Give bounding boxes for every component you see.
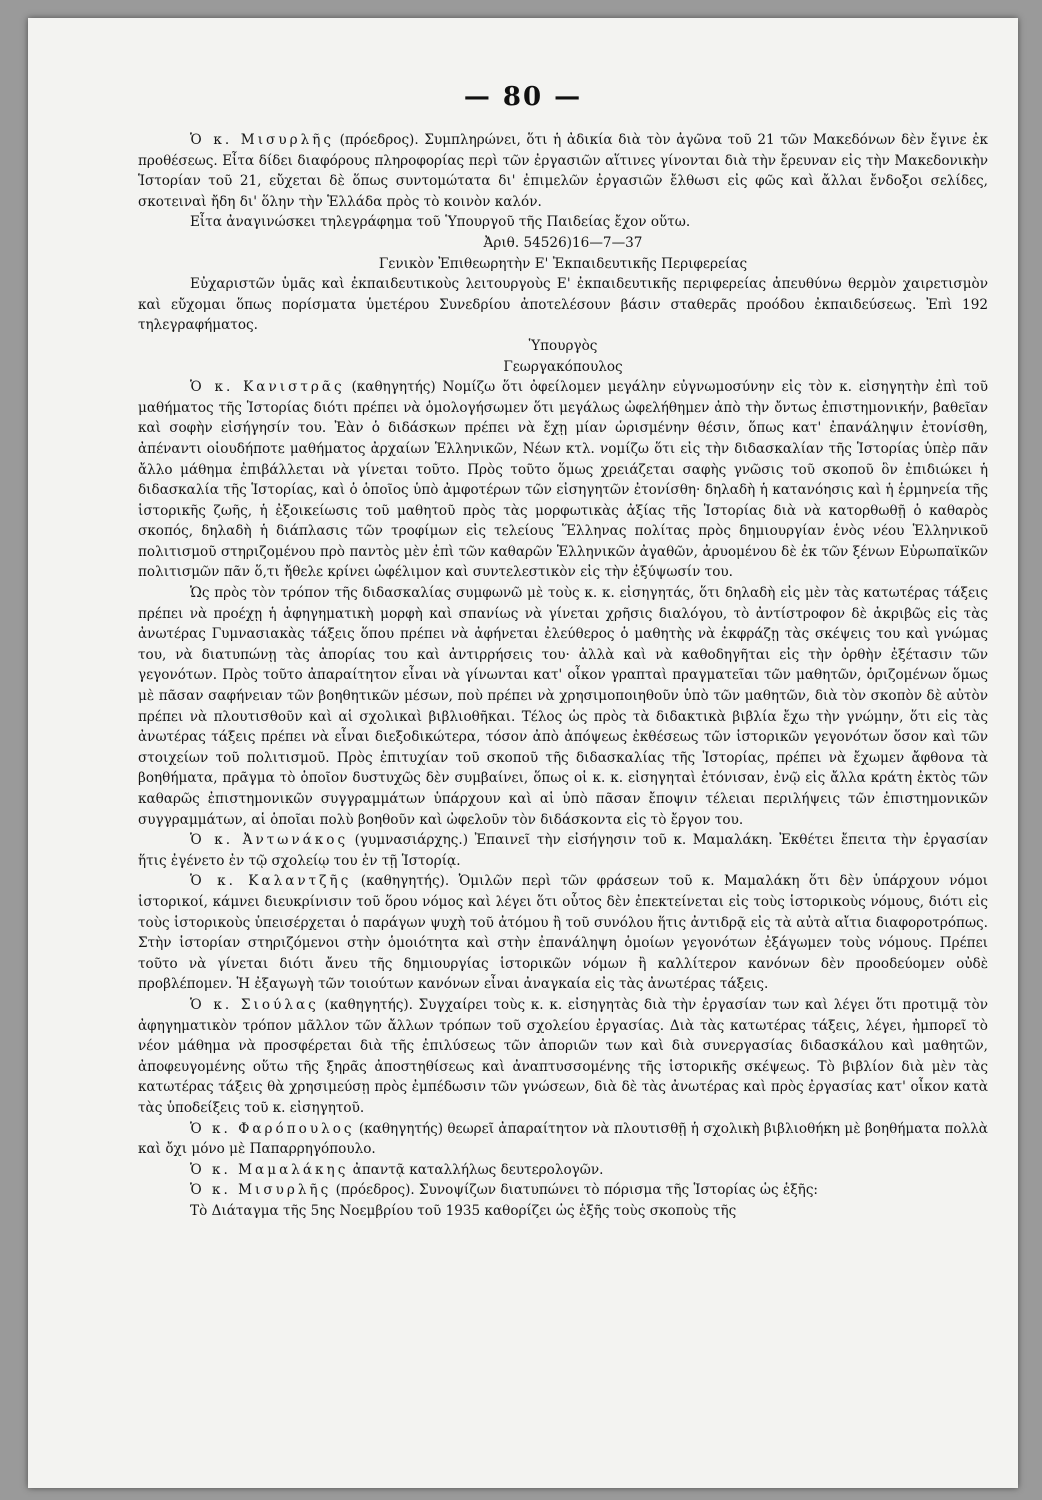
paragraph [138, 830, 988, 871]
paragraph-text: (καθηγητής). Ὁμιλῶν περὶ τῶν φράσεων τοῦ κ. Μαμαλάκη ὅτι δὲν ὑπάρχουν νόμοι ἱστορικοί, κάμνει διευκρίνισιν τοῦ ὅρου νόμος καὶ λέγει ὅτι οὗτος δὲν ἐπεκτείνεται εἰς τοὺς ἱστορικοὺς νόμους, διότι εἰς τοὺς ἱστορικοὺς ὑπεισέρχεται ὁ παράγων ψυχὴ τοῦ ἀτόμου ἢ τοῦ συνόλου ἥτις ἀντιδρᾷ εἰς τὰ αὐτὰ αἴτια διαφοροτρόπως. Στὴν ἱστορίαν στηριζόμενοι στὴν ὁμοιότητα καὶ στὴν ἐπανάληψη ὁμοίων γεγονότων ἐξάγωμεν τοὺς νόμους. Πρέπει τοῦτο νὰ γίνεται διότι ἄνευ τῆς δημιουργίας ἱστορικῶν νόμων ἢ καλλίτερον κανόνων δὲν προοδεύομεν οὐδὲ προβλέπομεν. Ἡ ἐξαγωγὴ τῶν τοιούτων κανόνων εἶναι ἀναγκαία εἰς τὰς ἀνωτέρας τάξεις. [138, 873, 988, 993]
page-number: — 80 — [463, 82, 583, 112]
paragraph [138, 583, 988, 830]
speaker-name: Ὁ κ. Ἀντωνάκος [190, 832, 349, 849]
speaker-name: Ὁ κ. Καλαντζῆς [190, 873, 352, 890]
page-body [138, 130, 988, 1221]
speaker-name: Ὁ κ. Κανιστρᾶς [190, 379, 345, 396]
telegram-recipient: Γενικὸν Ἐπιθεωρητὴν Ε' Ἐκπαιδευτικῆς Περιφερείας [378, 255, 748, 272]
paragraph-text: (πρόεδρος). Συμπληρώνει, ὅτι ἡ ἀδικία διὰ τὸν ἀγῶνα τοῦ 21 τῶν Μακεδόνων δὲν ἔγινε ἐκ προθέσεως. Εἶτα δίδει διαφόρους πληροφορίας περὶ τῶν ἐργασιῶν αἵτινες γίνονται διὰ τὴν ἔρευναν εἰς τὴν Μακεδονικὴν Ἱστορίαν τοῦ 21, εὔχεται δὲ ὅπως συντομώτατα δι' ἐπιμελῶν ἐργασιῶν ἔλθωσι εἰς φῶς καὶ ἄλλαι ἔνδοξοι σελίδες, σκοτειναὶ ἤδη δι' ὅλην τὴν Ἑλλάδα πρὸς τὸ κοινὸν καλόν. [138, 132, 988, 210]
paragraph-text: (πρόεδρος). Συνοψίζων διατυπώνει τὸ πόρισμα τῆς Ἱστορίας ὡς ἑξῆς: [331, 1182, 819, 1199]
paragraph [138, 1180, 988, 1201]
paragraph [138, 377, 988, 583]
paragraph [138, 130, 988, 212]
paragraph-text: (καθηγητής) θεωρεῖ ἀπαραίτητον νὰ πλουτισθῇ ἡ σχολικὴ βιβλιοθήκη μὲ βοηθήματα πολλὰ καὶ ὄχι μόνο μὲ Παπαρρηγόπουλο. [138, 1120, 988, 1158]
paragraph-text: Εἶτα ἀναγινώσκει τηλεγράφημα τοῦ Ὑπουργοῦ τῆς Παιδείας ἔχον οὕτω. [190, 214, 691, 231]
paragraph-text: Ὡς πρὸς τὸν τρόπον τῆς διδασκαλίας συμφωνῶ μὲ τοὺς κ. κ. εἰσηγητάς, ὅτι δηλαδὴ εἰς μὲν τὰς κατωτέρας τάξεις πρέπει νὰ προέχῃ ἡ ἀφηγηματικὴ μορφὴ καὶ σπανίως νὰ γίνεται χρῆσις διαλόγου, τὸ ἀντίστροφον δὲ ἀκριβῶς εἰς τὰς ἀνωτέρας Γυμνασιακὰς τάξεις ὅπου πρέπει νὰ ἀφήνεται ἐλεύθερος ὁ μαθητὴς νὰ ἐκφράζῃ τὰς σκέψεις του καὶ γνώμας του, νὰ διατυπώνῃ τὰς ἀπορίας του καὶ ἀντιρρήσεις του· ἀλλὰ καὶ νὰ καθοδηγῆται εἰς τὴν ὀρθὴν ἐξέτασιν τῶν γεγονότων. Πρὸς τοῦτο ἀπαραίτητον εἶναι νὰ γίνωνται κατ' οἶκον γραπταὶ πραγματεῖαι τῶν μαθητῶν, ὁριζομένων ὅμως μὲ πᾶσαν σαφήνειαν τῶν βοηθητικῶν μέσων, ποὺ πρέπει νὰ χρησιμοποιηθοῦν ὑπὸ τῶν μαθητῶν, διὰ τὸν σκοπὸν δὲ αὐτὸν πρέπει νὰ πλουτισθοῦν καὶ αἱ σχολικαὶ βιβλιοθῆκαι. Τέλος ὡς πρὸς τὰ διδακτικὰ βιβλία ἔχω τὴν γνώμην, ὅτι εἰς τὰς ἀνωτέρας τάξεις πρέπει νὰ εἶναι διεξοδικώτερα, τόσον ἀπὸ ἀπόψεως ἐκθέσεως τῶν ἱστορικῶν γεγονότων ὅσον καὶ τῶν στοιχείων τοῦ πολιτισμοῦ. Πρὸς ἐπιτυχίαν τοῦ σκοποῦ τῆς διδασκαλίας τῆς Ἱστορίας, πρέπει νὰ ἔχωμεν ἄφθονα τὰ βοηθήματα, πρᾶγμα τὸ ὁποῖον δυστυχῶς δὲν συμβαίνει, ὅπως οἱ κ. κ. εἰσηγηταὶ ἐτόνισαν, ἐνῷ εἰς ἄλλα κράτη ἐκτὸς τῶν καθαρῶς ἐπιστημονικῶν συγγραμμάτων ὑπάρχουν καὶ αἱ ὑπὸ πᾶσαν ἔποψιν τέλειαι περιλήψεις τῶν ἐπιστημονικῶν συγγραμμάτων, αἱ ὁποῖαι πολὺ βοηθοῦν καὶ ὠφελοῦν τὸν διδάσκοντα εἰς τὸ ἔργον του. [138, 585, 988, 828]
paragraph-text: Τὸ Διάταγμα τῆς 5ης Νοεμβρίου τοῦ 1935 καθορίζει ὡς ἑξῆς τοὺς σκοποὺς τῆς [190, 1202, 737, 1219]
telegram-number: Ἀριθ. 54526)16—7—37 [483, 234, 643, 251]
paragraph [138, 1119, 988, 1160]
paragraph [138, 212, 988, 233]
speaker-name: Ὁ κ. Μισυρλῆς [190, 1182, 332, 1199]
speaker-name: Ὁ κ. Μισυρλῆς [190, 132, 334, 148]
paragraph [138, 995, 988, 1119]
speaker-name: Ὁ κ. Φαρόπουλος [190, 1120, 355, 1137]
paragraph [138, 1201, 988, 1222]
telegram-signature-title: Ὑπουργὸς [528, 337, 598, 354]
speaker-name: Ὁ κ. Μαμαλάκης [190, 1161, 349, 1178]
paragraph-text: (γυμνασιάρχης.) Ἐπαινεῖ τὴν εἰσήγησιν τοῦ κ. Μαμαλάκη. Ἐκθέτει ἔπειτα τὴν ἐργασίαν ἥτις ἐγένετο ἐν τῷ σχολείῳ του ἐν τῇ Ἱστορίᾳ. [138, 832, 988, 869]
telegram-body: Εὐχαριστῶν ὑμᾶς καὶ ἐκπαιδευτικοὺς λειτουργοὺς Ε' ἐκπαιδευτικῆς περιφερείας ἀπευθύνω θερμὸν χαιρετισμὸν καὶ εὔχομαι ὅπως πορίσματα ὑμετέρου Συνεδρίου ἀποτελέσουν βάσιν σταθερᾶς προόδου ἐκπαιδεύσεως. Ἐπὶ 192 τηλεγραφήματος. [138, 276, 988, 334]
paragraph-text: ἀπαντᾷ καταλλήλως δευτερολογῶν. [348, 1161, 604, 1178]
paragraph [138, 871, 988, 995]
paragraph [138, 1160, 988, 1181]
document-page [28, 18, 1018, 1488]
telegram-signature-name: Γεωργακόπουλος [503, 358, 623, 375]
paragraph-text: (καθηγητής). Συγχαίρει τοὺς κ. κ. εἰσηγητὰς διὰ τὴν ἐργασίαν των καὶ λέγει ὅτι προτιμᾷ τὸν ἀφηγηματικὸν τρόπον μᾶλλον τῶν ἄλλων τρόπων τοῦ σχολείου ἐργασίας. Διὰ τὰς κατωτέρας τάξεις, λέγει, ἠμπορεῖ τὸ νέον μάθημα νὰ προσφέρεται διὰ τῆς ἐπιλύσεως τῶν ἀποριῶν των καὶ διὰ συνεργασίας διδασκάλου καὶ μαθητῶν, ἀποφευγομένης οὕτω τῆς ξηρᾶς ἀποστηθίσεως καὶ ἀναπτυσσομένης τῆς ἱστορικῆς σκέψεως. Τὸ βιβλίον διὰ μὲν τὰς κατωτέρας τάξεις θὰ χρησιμεύσῃ πρὸς ἐμπέδωσιν τῶν γνώσεων, διὰ δὲ τὰς ἀνωτέρας καὶ πρὸς ἐργασίας κατ' οἶκον κατὰ τὰς ὑποδείξεις τοῦ κ. εἰσηγητοῦ. [138, 996, 988, 1116]
paragraph-text: (καθηγητής) Νομίζω ὅτι ὀφείλομεν μεγάλην εὐγνωμοσύνην εἰς τὸν κ. εἰσηγητὴν ἐπὶ τοῦ μαθήματος τῆς Ἱστορίας διότι πρέπει νὰ ὁμολογήσωμεν ὅτι μεγάλως ὠφελήθημεν ἀπὸ τὴν ὄντως ἐπιστημονικήν, βαθεῖαν καὶ σοφὴν εἰσήγησίν του. Ἐὰν ὁ διδάσκων πρέπει νὰ ἔχῃ μίαν ὡρισμένην θέσιν, ὅπως κατ' ἐπανάληψιν ἐτονίσθη, ἀπέναντι οἱουδήποτε μαθήματος ἀρχαίων Ἑλληνικῶν, Νέων κτλ. νομίζω ὅτι εἰς τὴν διδασκαλίαν τῆς Ἱστορίας ὑπὲρ πᾶν ἄλλο μάθημα ἐπιβάλλεται νὰ γίνεται τοῦτο. Πρὸς τοῦτο ὅμως χρειάζεται σαφὴς γνῶσις τοῦ σκοποῦ ὃν ἐπιδιώκει ἡ διδασκαλία τῆς Ἱστορίας, καὶ ὁ ὁποῖος ὑπὸ ἀμφοτέρων τῶν εἰσηγητῶν ἐτονίσθη· δηλαδὴ ἡ κατανόησις καὶ ἡ ἑρμηνεία τῆς ἱστορικῆς ζωῆς, ἡ ἐξοικείωσις τοῦ μαθητοῦ πρὸς τὰς μορφωτικὰς ἀξίας τῆς Ἱστορίας διὰ νὰ κατορθωθῇ ὁ καθαρὸς σκοπός, δηλαδὴ ἡ διάπλασις τῶν τροφίμων εἰς τελείους Ἕλληνας πολίτας πρὸς δημιουργίαν ἑνὸς νέου Ἑλληνικοῦ πολιτισμοῦ στηριζομένου πρὸ παντὸς μὲν ἐπὶ τῶν καθαρῶν Ἑλληνικῶν ἀγαθῶν, ἀρυομένου δὲ ἐκ τῶν ξένων Εὐρωπαϊκῶν πολιτισμῶν πᾶν ὅ,τι ἤθελε κρίνει ὠφέλιμον καὶ συντελεστικὸν εἰς τὴν ἐξύψωσίν του. [138, 379, 989, 581]
speaker-name: Ὁ κ. Σιούλας [190, 996, 319, 1013]
